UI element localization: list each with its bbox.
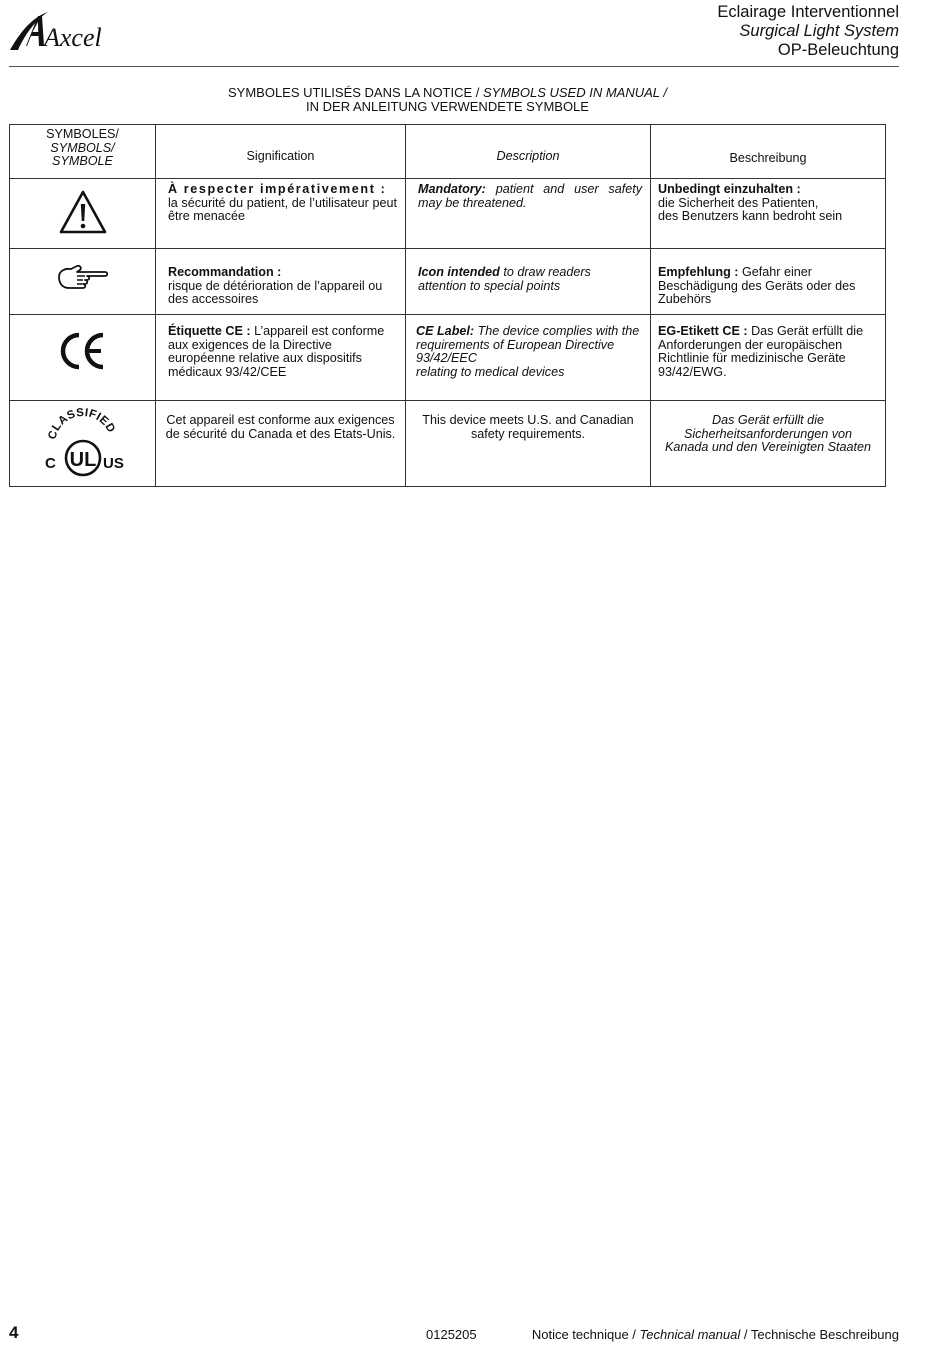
table-row — [10, 315, 886, 401]
signification-cell — [156, 315, 406, 401]
symbol-cell — [10, 249, 156, 315]
header-description: Description — [406, 125, 651, 179]
ul-us-text: US — [102, 454, 124, 472]
row2-fr-text: risque de détérioration de l’appareil ou des accessoires — [168, 278, 383, 307]
header-title-fr: Eclairage Interventionnel — [717, 3, 899, 21]
description-cell — [406, 179, 651, 249]
row4-en-text: This device meets U.S. and Canadian safety requirements. — [406, 401, 651, 487]
title-en: SYMBOLS USED IN MANUAL / — [483, 85, 667, 100]
footer-sep-2: / — [740, 1327, 751, 1342]
ul-mark-text: UL — [69, 448, 96, 471]
row1-de-line2: des Benutzers kann bedroht sein — [658, 209, 843, 224]
description-cell — [406, 249, 651, 315]
table-row — [10, 249, 886, 315]
signification-cell — [156, 179, 406, 249]
description-cell — [406, 315, 651, 401]
row1-en-text: patient and user safety may be threatened. — [418, 182, 643, 210]
svg-text:CLASSIFIED — [46, 406, 117, 440]
header-symbols-de: SYMBOLE — [52, 154, 113, 169]
row3-en-line2: relating to medical devices — [416, 364, 565, 379]
footer-manual-fr: Notice technique — [531, 1327, 629, 1342]
warning-triangle-icon — [58, 189, 108, 235]
header-title-en: Surgical Light System — [739, 22, 899, 40]
ul-classified-text: CLASSIFIED — [45, 406, 117, 441]
symbols-table — [9, 124, 886, 487]
header-signification: Signification — [156, 125, 406, 179]
row2-fr-bold: Recommandation : — [168, 265, 282, 279]
row2-en-bold: Icon intended — [418, 265, 500, 279]
symbol-cell — [10, 315, 156, 401]
header-title-de: OP-Beleuchtung — [777, 41, 899, 59]
beschreibung-cell — [651, 249, 886, 315]
header-symbols-en: SYMBOLS/ — [50, 140, 115, 155]
document-header — [717, 3, 899, 60]
header-beschreibung: Beschreibung — [651, 125, 886, 179]
row3-fr-text: L’appareil est conforme aux exigences de la Directive européenne relative aux dispositifs médicaux 93/42/CEE — [168, 324, 385, 379]
beschreibung-cell — [651, 315, 886, 401]
title-fr: SYMBOLES UTILISÉS DANS LA NOTICE — [227, 85, 473, 100]
header-symbols — [10, 125, 156, 179]
axcel-logo — [8, 6, 126, 54]
row1-fr-bold: À respecter impérativement : — [168, 182, 387, 196]
header-symbols-fr: SYMBOLES/ — [46, 127, 119, 141]
row1-de-line1: die Sicherheit des Patienten, — [658, 195, 819, 210]
row3-fr-bold: Étiquette CE : — [168, 324, 251, 338]
pointing-hand-icon — [55, 263, 111, 293]
row2-de-text: Gefahr einer Beschädigung des Geräts oder des Zubehörs — [658, 265, 856, 307]
header-rule — [9, 66, 899, 67]
signification-cell — [156, 249, 406, 315]
row1-fr-text: la sécurité du patient, de l’utilisateur peut être menacée — [168, 195, 397, 224]
section-title — [160, 86, 735, 114]
symbol-cell — [10, 179, 156, 249]
table-row — [10, 179, 886, 249]
row3-de-text: Das Gerät erfüllt die Anforderungen der europäischen Richtlinie für medizinische Geräte 93/42/EWG. — [658, 324, 864, 379]
footer-manual-en: Technical manual — [639, 1327, 741, 1342]
logo-text: Axcel — [44, 23, 102, 52]
row3-en-text: The device complies with the requirements of European Directive 93/42/EEC — [416, 324, 640, 366]
row3-en-bold: CE Label: — [416, 324, 475, 338]
footer-manual-de: Technische Beschreibung — [750, 1327, 899, 1342]
row2-en-text: to draw readers attention to special points — [418, 265, 591, 293]
table-row — [10, 401, 886, 487]
table-header-row — [10, 125, 886, 179]
page-number: 4 — [9, 1323, 19, 1342]
title-sep: / — [472, 85, 484, 100]
row1-de-bold: Unbedingt einzuhalten : — [658, 182, 801, 196]
title-de: IN DER ANLEITUNG VERWENDETE SYMBOLE — [306, 99, 589, 114]
footer-sep-1: / — [628, 1327, 640, 1342]
ul-classified-icon — [35, 404, 131, 480]
beschreibung-cell — [651, 179, 886, 249]
row4-de-text: Das Gerät erfüllt die Sicherheitsanforderungen von Kanada und den Vereinigten Staaten — [651, 401, 886, 487]
row3-de-bold: EG-Etikett CE : — [658, 324, 748, 338]
row2-de-bold: Empfehlung : — [658, 265, 739, 279]
document-code: 0125205 — [426, 1327, 477, 1342]
ul-c-text: C — [44, 454, 56, 472]
row4-fr-text: Cet appareil est conforme aux exigences de sécurité du Canada et des Etats-Unis. — [156, 401, 406, 487]
footer-manual-title — [532, 1327, 899, 1342]
ce-mark-icon — [58, 331, 108, 371]
row1-en-bold: Mandatory: — [418, 182, 486, 196]
symbol-cell — [10, 401, 156, 487]
